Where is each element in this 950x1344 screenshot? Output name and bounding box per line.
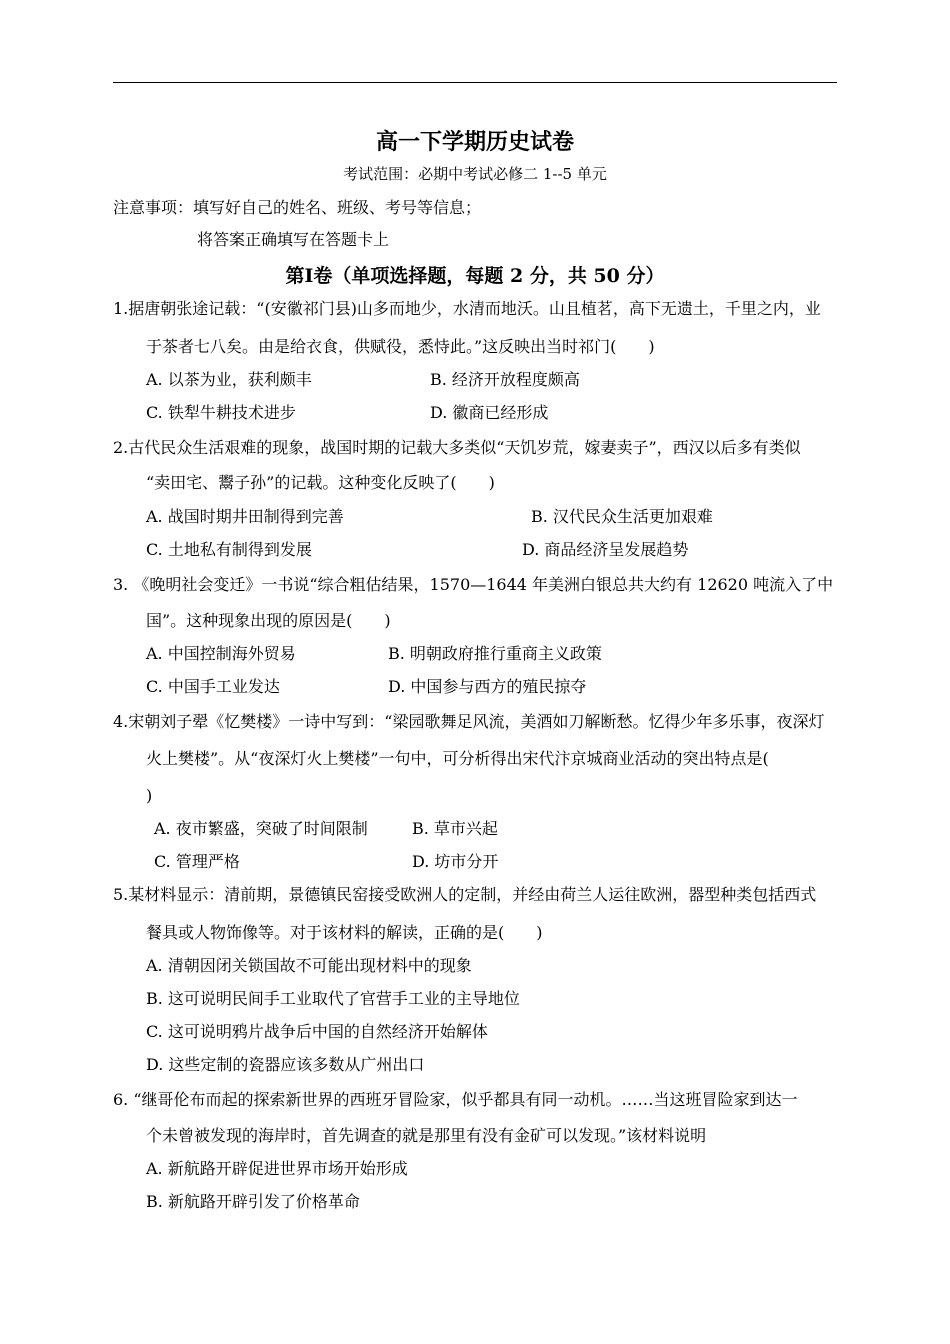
question-1-option-c: C. 铁犁牛耕技术进步 xyxy=(146,403,296,422)
question-4-option-c: C. 管理严格 xyxy=(154,852,240,871)
section-title: 第Ⅰ卷（单项选择题，每题 2 分，共 50 分） xyxy=(285,265,665,287)
question-5-option-a: A. 清朝因闭关锁国故不可能出现材料中的现象 xyxy=(146,956,472,975)
question-6-option-a: A. 新航路开辟促进世界市场开始形成 xyxy=(146,1159,408,1178)
question-1-option-b: B. 经济开放程度颇高 xyxy=(430,370,580,389)
question-2-line-2: “卖田宅、鬻子孙”的记载。这种变化反映了( ) xyxy=(146,473,495,492)
question-1-option-d: D. 徽商已经形成 xyxy=(430,403,549,422)
question-5-line-1: 5.某材料显示：清前期，景德镇民窑接受欧洲人的定制，并经由荷兰人运往欧洲，器型种类包括西式 xyxy=(113,885,817,904)
question-3-line-2: 国”。这种现象出现的原因是( ) xyxy=(146,611,391,630)
question-1-line-2: 于茶者七八矣。由是给衣食，供赋役，悉恃此。”这反映出当时祁门( ) xyxy=(146,337,655,356)
question-2-option-b: B. 汉代民众生活更加艰难 xyxy=(531,507,713,526)
question-5-line-2: 餐具或人物饰像等。对于该材料的解读，正确的是( ) xyxy=(146,923,543,942)
notice-line-1: 注意事项：填写好自己的姓名、班级、考号等信息； xyxy=(113,198,482,217)
question-3-option-c: C. 中国手工业发达 xyxy=(146,677,280,696)
question-5-option-c: C. 这可说明鸦片战争后中国的自然经济开始解体 xyxy=(146,1022,488,1041)
question-2-line-1: 2.古代民众生活艰难的现象，战国时期的记载大多类似“天饥岁荒，嫁妻卖子”，西汉以后多有类似 xyxy=(113,438,801,457)
question-2-option-d: D. 商品经济呈发展趋势 xyxy=(522,540,689,559)
question-3-option-d: D. 中国参与西方的殖民掠夺 xyxy=(388,677,587,696)
question-4-line-3: ) xyxy=(146,786,153,805)
page-title: 高一下学期历史试卷 xyxy=(375,129,574,155)
question-1-line-1: 1.据唐朝张途记载：“(安徽祁门县)山多而地少，水清而地沃。山且植茗，高下无遗土，千里之内，业 xyxy=(113,299,821,318)
question-1-option-a: A. 以茶为业，获利颇丰 xyxy=(146,370,312,389)
question-4-option-d: D. 坊市分开 xyxy=(412,852,499,871)
question-3-option-a: A. 中国控制海外贸易 xyxy=(146,644,296,663)
question-2-option-a: A. 战国时期井田制得到完善 xyxy=(146,507,344,526)
question-4-option-b: B. 草市兴起 xyxy=(412,819,498,838)
question-6-line-1: 6. “继哥伦布而起的探索新世界的西班牙冒险家，似乎都具有同一动机。……当这班冒险家到达一 xyxy=(113,1090,798,1109)
notice-line-2: 将答案正确填写在答题卡上 xyxy=(197,230,390,249)
question-4-option-a: A. 夜市繁盛，突破了时间限制 xyxy=(154,819,368,838)
question-3-line-1: 3. 《晚明社会变迁》一书说“综合粗估结果，1570—1644 年美洲白银总共大约有 12620 吨流入了中 xyxy=(113,575,834,594)
top-rule xyxy=(113,82,837,83)
question-2-option-c: C. 土地私有制得到发展 xyxy=(146,540,312,559)
question-3-option-b: B. 明朝政府推行重商主义政策 xyxy=(388,644,602,663)
question-4-line-2: 火上樊楼”。从“夜深灯火上樊楼”一句中，可分析得出宋代汴京城商业活动的突出特点是( xyxy=(146,749,769,768)
question-6-option-b: B. 新航路开辟引发了价格革命 xyxy=(146,1192,360,1211)
exam-scope: 考试范围：必期中考试必修二 1--5 单元 xyxy=(343,165,607,183)
question-6-line-2: 个未曾被发现的海岸时，首先调查的就是那里有没有金矿可以发现。”该材料说明 xyxy=(146,1126,707,1145)
question-5-option-d: D. 这些定制的瓷器应该多数从广州出口 xyxy=(146,1055,425,1074)
question-5-option-b: B. 这可说明民间手工业取代了官营手工业的主导地位 xyxy=(146,989,520,1008)
question-4-line-1: 4.宋朝刘子翚《忆樊楼》一诗中写到：“梁园歌舞足风流，美酒如刀解断愁。忆得少年多乐事，夜深灯 xyxy=(113,712,825,731)
